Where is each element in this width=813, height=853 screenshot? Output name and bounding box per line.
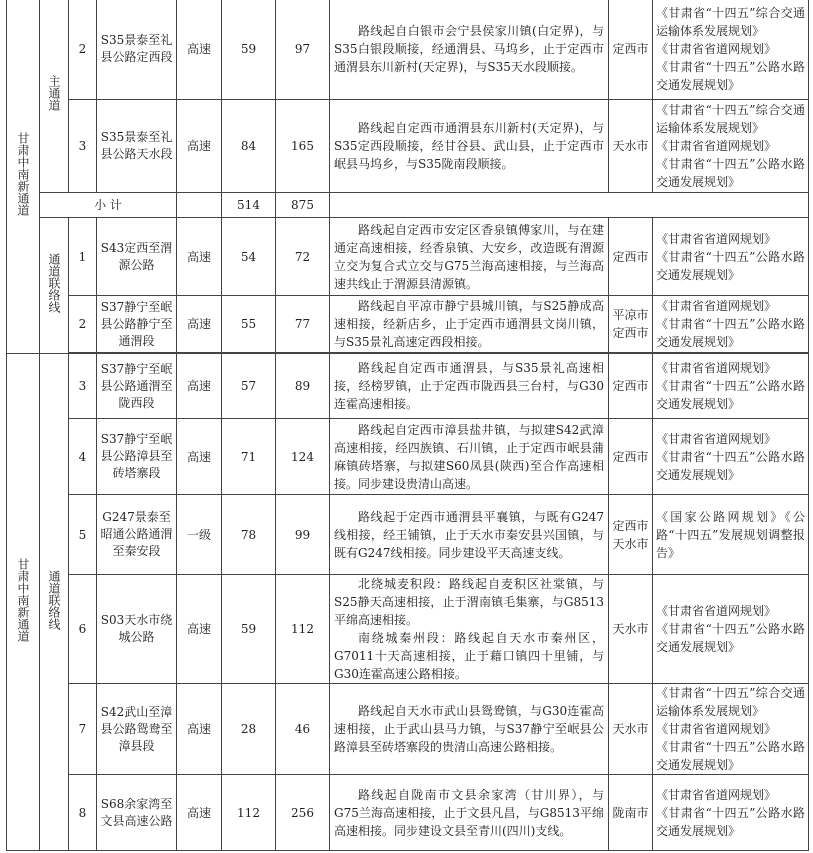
- road-grade: 高速: [177, 575, 222, 684]
- project-table: [6, 0, 809, 851]
- city-name: 陇南市: [609, 775, 653, 851]
- subtotal-length: 514: [222, 193, 276, 218]
- road-grade: 一级: [177, 495, 222, 575]
- route-description: 路线起自陇南市文县余家湾（甘川界），与G75兰海高速相接，止于文县凡昌，与G8513平绵高速相接。同步建设文县至青川(四川)支线。: [330, 775, 609, 851]
- road-grade: 高速: [177, 419, 222, 495]
- city-name: 天水市: [609, 575, 653, 684]
- row-number: 3: [69, 354, 97, 419]
- planning-basis: 《甘肃省省道网规划》 《甘肃省“十四五”公路水路交通发展规划》: [653, 775, 809, 851]
- route-name: S68余家湾至文县高速公路: [97, 775, 177, 851]
- route-name: S35景泰至礼县公路定西段: [97, 0, 177, 100]
- planning-basis: 《甘肃省省道网规划》 《甘肃省“十四五”公路水路交通发展规划》: [653, 218, 809, 296]
- city-name: 天水市: [609, 100, 653, 193]
- investment-value: 165: [276, 100, 330, 193]
- investment-value: 112: [276, 575, 330, 684]
- row-number: 7: [69, 684, 97, 775]
- planning-basis: 《国家公路网规划》《公路“十四五”发展规划调整报告》: [653, 495, 809, 575]
- road-grade: 高速: [177, 354, 222, 419]
- empty-cell: [330, 193, 809, 218]
- road-grade: 高速: [177, 684, 222, 775]
- table-row: [7, 495, 809, 575]
- section-label: 甘肃中南新通道: [7, 354, 40, 851]
- row-number: 1: [69, 218, 97, 296]
- planning-basis: 《甘肃省省道网规划》 《甘肃省“十四五”公路水路交通发展规划》: [653, 419, 809, 495]
- road-grade: 高速: [177, 100, 222, 193]
- route-description: 北绕城麦积段：路线起自麦积区社棠镇，与S25静天高速相接，止于渭南镇毛集寨，与G8513平绵高速相接。 南绕城秦州段：路线起自天水市秦州区，G7011十天高速相接，止于藉口镇四十里铺，与G30连霍高速公路相接。: [330, 575, 609, 684]
- route-name: S35景泰至礼县公路天水段: [97, 100, 177, 193]
- route-description: 路线起于定西市通渭县平襄镇，与既有G247线相接，经王铺镇，止于天水市秦安县兴国镇，与既有G247线相接。同步建设平天高速支线。: [330, 495, 609, 575]
- investment-value: 256: [276, 775, 330, 851]
- length-value: 28: [222, 684, 276, 775]
- row-number: 5: [69, 495, 97, 575]
- planning-basis: 《甘肃省“十四五”综合交通运输体系发展规划》 《甘肃省省道网规划》 《甘肃省“十四五”公路水路交通发展规划》: [653, 100, 809, 193]
- road-grade: 高速: [177, 218, 222, 296]
- investment-value: 97: [276, 0, 330, 100]
- planning-basis: 《甘肃省省道网规划》 《甘肃省“十四五”公路水路交通发展规划》: [653, 354, 809, 419]
- row-number: 2: [69, 296, 97, 353]
- investment-value: 72: [276, 218, 330, 296]
- city-name: 定西市: [609, 419, 653, 495]
- investment-value: 89: [276, 354, 330, 419]
- table-row: [7, 775, 809, 851]
- length-value: 54: [222, 218, 276, 296]
- road-grade: 高速: [177, 775, 222, 851]
- route-description: 路线起自天水市武山县鸳鸯镇，与G30连霍高速相接，止于武山县马力镇，与S37静宁至岷县公路漳县至砖塔寨段的贵清山高速公路相接。: [330, 684, 609, 775]
- table-row: [7, 684, 809, 775]
- route-name: S03天水市绕城公路: [97, 575, 177, 684]
- table-row: [7, 419, 809, 495]
- empty-cell: [177, 193, 222, 218]
- row-number: 8: [69, 775, 97, 851]
- subtotal-label: 小 计: [40, 193, 177, 218]
- route-name: S37静宁至岷县公路静宁至通渭段: [97, 296, 177, 353]
- city-name: 天水市: [609, 684, 653, 775]
- route-description: 路线起自定西市安定区香泉镇傅家川，与在建通定高速相接，经香泉镇、大安乡，改造既有渭源立交为复合式立交与G75兰海高速相接，与兰海高速共线止于渭源县清源镇。: [330, 218, 609, 296]
- length-value: 55: [222, 296, 276, 353]
- row-number: 4: [69, 419, 97, 495]
- route-description: 路线起自白银市会宁县侯家川镇(白定界)，与S35白银段顺接，经通渭县、马坞乡，止于定西市通渭县东川新村(天定界)，与S35天水段顺接。: [330, 0, 609, 100]
- group-label-link: 通道联络线: [40, 218, 69, 354]
- table-row: [7, 0, 809, 100]
- section-label: 甘肃中南新通道: [7, 0, 40, 354]
- route-name: G247景泰至昭通公路通渭至秦安段: [97, 495, 177, 575]
- route-description: 路线起自平凉市静宁县城川镇，与S25静成高速相接，经新店乡，止于定西市通渭县文岗川镇，与S35景礼高速定西段相接。: [330, 296, 609, 353]
- length-value: 57: [222, 354, 276, 419]
- row-number: 2: [69, 0, 97, 100]
- planning-basis: 《甘肃省省道网规划》 《甘肃省“十四五”公路水路交通发展规划》: [653, 575, 809, 684]
- length-value: 112: [222, 775, 276, 851]
- row-number: 3: [69, 100, 97, 193]
- group-label-main: 主通道: [40, 0, 69, 193]
- investment-value: 46: [276, 684, 330, 775]
- length-value: 78: [222, 495, 276, 575]
- road-grade: 高速: [177, 296, 222, 353]
- table-row: [7, 575, 809, 684]
- route-name: S42武山至漳县公路鸳鸯至漳县段: [97, 684, 177, 775]
- city-name: 定西市: [609, 218, 653, 296]
- length-value: 84: [222, 100, 276, 193]
- length-value: 71: [222, 419, 276, 495]
- road-grade: 高速: [177, 0, 222, 100]
- city-name: 定西市: [609, 0, 653, 100]
- row-number: 6: [69, 575, 97, 684]
- subtotal-investment: 875: [276, 193, 330, 218]
- route-description: 路线起自定西市通渭县，与S35景礼高速相接，经榜罗镇，止于定西市陇西县三台村，与G30连霍高速相接。: [330, 354, 609, 419]
- investment-value: 124: [276, 419, 330, 495]
- subtotal-row: [7, 193, 809, 218]
- group-label-link: 通道联络线: [40, 354, 69, 851]
- investment-value: 99: [276, 495, 330, 575]
- table-row: [7, 100, 809, 193]
- route-name: S37静宁至岷县公路通渭至陇西段: [97, 354, 177, 419]
- planning-basis: 《甘肃省“十四五”综合交通运输体系发展规划》 《甘肃省省道网规划》 《甘肃省“十四五”公路水路交通发展规划》: [653, 0, 809, 100]
- table-row: [7, 296, 809, 353]
- investment-value: 77: [276, 296, 330, 353]
- table-row: [7, 218, 809, 296]
- route-description: 路线起自定西市通渭县东川新村(天定界)，与S35定西段顺接，经甘谷县、武山县，止于定西市岷县马坞乡，与S35陇南段顺接。: [330, 100, 609, 193]
- planning-basis: 《甘肃省省道网规划》 《甘肃省“十四五”公路水路交通发展规划》: [653, 296, 809, 353]
- route-description: 路线起自定西市漳县盐井镇，与拟建S42武漳高速相接，经四族镇、石川镇，止于定西市岷县蒲麻镇砖塔寨，与拟建S60凤县(陕西)至合作高速相接。同步建设贵清山高速。: [330, 419, 609, 495]
- length-value: 59: [222, 0, 276, 100]
- city-name: 平凉市 定西市: [609, 296, 653, 353]
- table-row: [7, 354, 809, 419]
- length-value: 59: [222, 575, 276, 684]
- city-name: 定西市 天水市: [609, 495, 653, 575]
- route-name: S37静宁至岷县公路漳县至砖塔寨段: [97, 419, 177, 495]
- planning-basis: 《甘肃省“十四五”综合交通运输体系发展规划》 《甘肃省省道网规划》 《甘肃省“十四五”公路水路交通发展规划》: [653, 684, 809, 775]
- route-name: S43定西至渭源公路: [97, 218, 177, 296]
- city-name: 定西市: [609, 354, 653, 419]
